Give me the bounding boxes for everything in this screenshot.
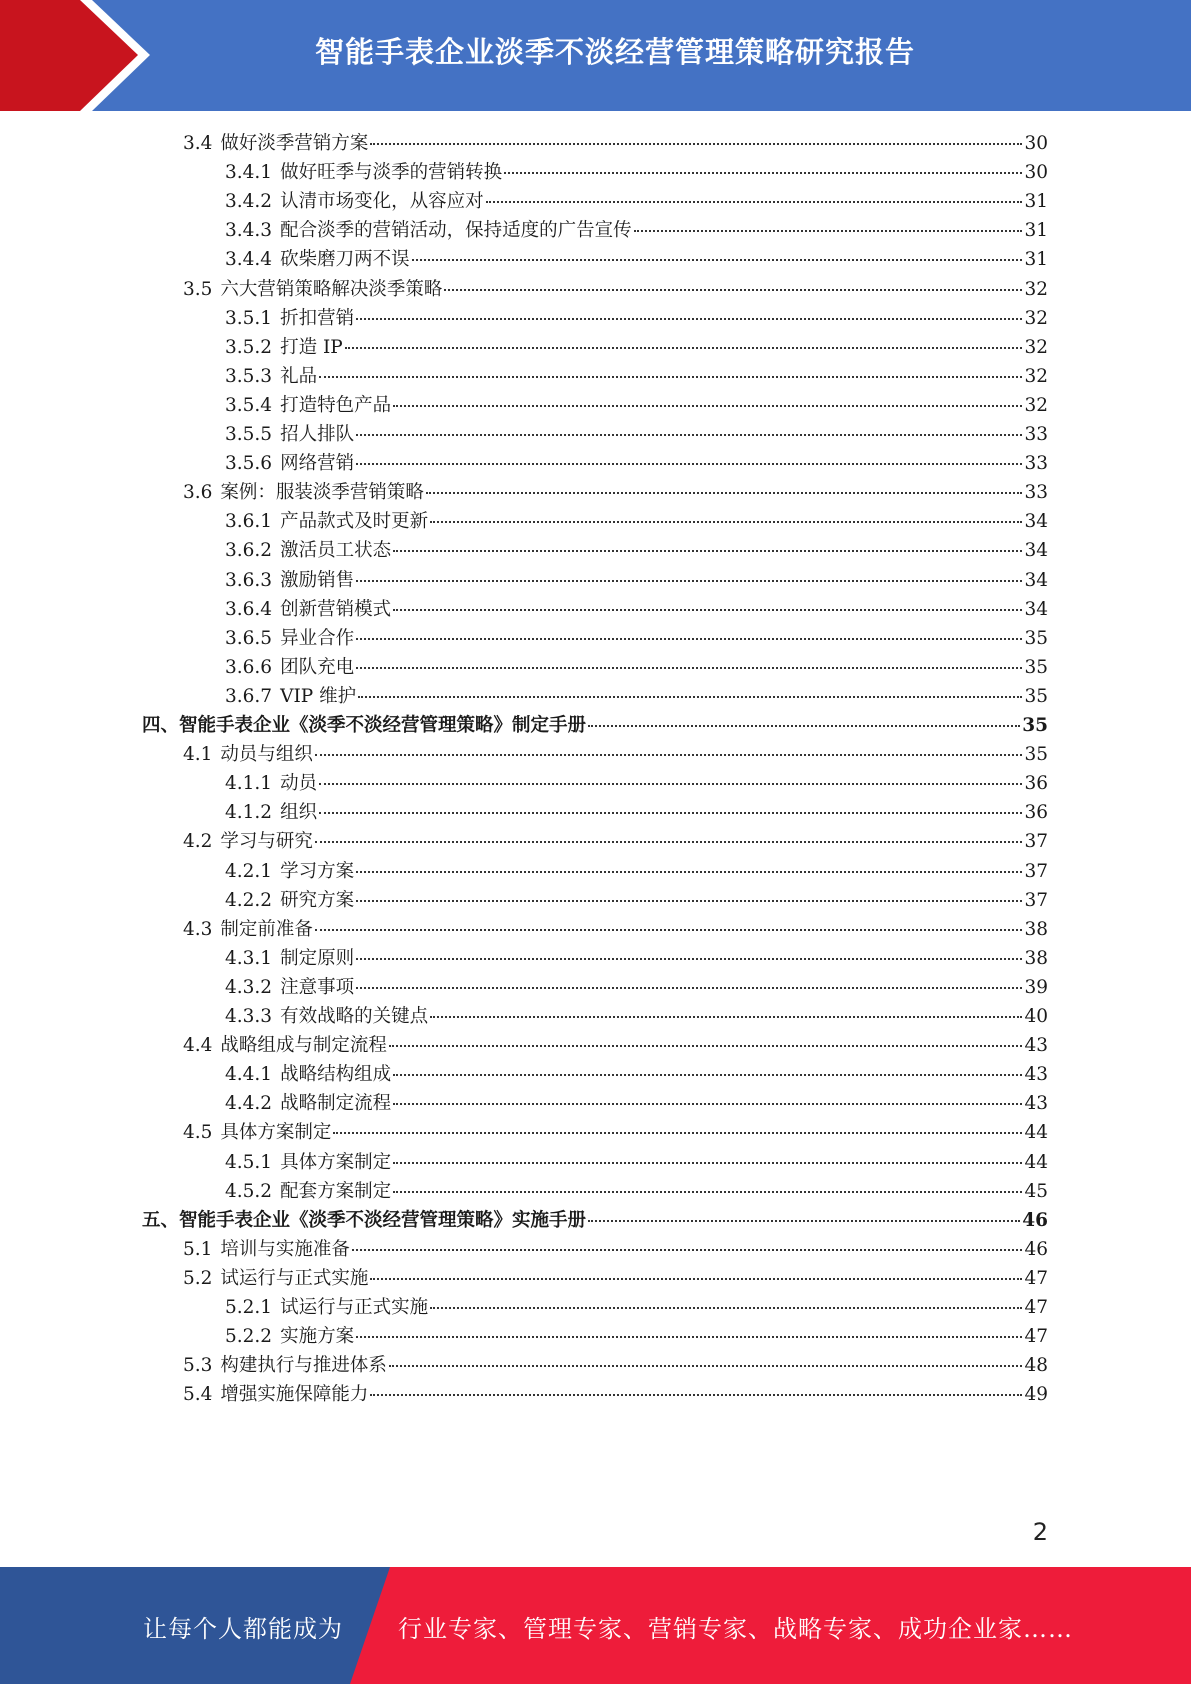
toc-entry-number: 5.4: [183, 1384, 213, 1406]
toc-entry[interactable]: [183, 1263, 1048, 1294]
toc-entry-label: 产品款式及时更新: [280, 511, 429, 533]
toc-entry-page: 32: [1024, 336, 1048, 358]
toc-entry-page: 47: [1024, 1267, 1048, 1289]
toc-entry[interactable]: [225, 1088, 1048, 1119]
toc-entry-label: 培训与实施准备: [220, 1238, 350, 1260]
toc-entry-label: 组织: [280, 802, 318, 824]
toc-entry-page: 31: [1024, 249, 1048, 271]
toc-dot-leader: [356, 1336, 1022, 1338]
toc-entry-number: 3.5.6: [225, 453, 273, 475]
toc-dot-leader: [315, 754, 1023, 756]
toc-entry-number: 3.6.4: [225, 598, 273, 620]
toc-entry[interactable]: [225, 186, 1048, 217]
toc-entry[interactable]: [225, 1001, 1048, 1032]
toc-dot-leader: [588, 1220, 1020, 1222]
toc-entry-page: 37: [1024, 860, 1048, 882]
toc-entry-page: 32: [1024, 394, 1048, 416]
toc-entry-label: 制定前准备: [220, 918, 313, 940]
toc-entry[interactable]: [225, 506, 1048, 537]
toc-entry[interactable]: [225, 535, 1048, 566]
toc-entry-number: 5.2.1: [225, 1297, 273, 1318]
toc-entry-number: 4.1: [183, 744, 213, 766]
toc-dot-leader: [430, 1307, 1022, 1309]
toc-dot-leader: [634, 230, 1023, 232]
toc-dot-leader: [356, 871, 1022, 873]
toc-dot-leader: [393, 550, 1022, 552]
toc-entry-number: 3.4.4: [225, 249, 273, 271]
page-footer: [0, 1567, 1191, 1684]
toc-entry-label: 招人排队: [280, 424, 355, 445]
toc-entry[interactable]: [225, 1176, 1048, 1207]
toc-entry[interactable]: [225, 565, 1048, 596]
toc-dot-leader: [370, 1278, 1022, 1280]
toc-entry-label: 做好淡季营销方案: [220, 133, 369, 154]
toc-entry-page: 35: [1022, 715, 1048, 736]
toc-entry-label: 智能手表企业《淡季不淡经营管理策略》实施手册: [179, 1209, 587, 1231]
toc-entry[interactable]: [225, 797, 1048, 828]
toc-entry-page: 36: [1024, 773, 1048, 795]
toc-dot-leader: [356, 463, 1022, 465]
toc-entry-page: 44: [1024, 1122, 1048, 1144]
report-title: 智能手表企业淡季不淡经营管理策略研究报告: [314, 34, 915, 69]
toc-entry-number: 3.5.2: [225, 336, 273, 358]
toc-entry-page: 35: [1024, 744, 1048, 766]
toc-entry-label: 学习方案: [280, 860, 355, 882]
toc-entry-label: 礼品: [280, 365, 318, 387]
toc-entry-page: 49: [1024, 1384, 1048, 1406]
toc-dot-leader: [356, 434, 1022, 436]
toc-dot-leader: [356, 638, 1022, 640]
toc-entry-page: 32: [1024, 307, 1048, 329]
toc-entry-number: 3.6.2: [225, 540, 273, 562]
toc-entry-label: 增强实施保障能力: [220, 1384, 369, 1406]
toc-dot-leader: [393, 1074, 1022, 1076]
toc-dot-leader: [393, 405, 1022, 407]
toc-entry-label: 具体方案制定: [280, 1151, 392, 1173]
toc-entry-label: 动员: [280, 773, 318, 795]
toc-entry[interactable]: [225, 623, 1048, 654]
toc-dot-leader: [370, 1394, 1022, 1396]
toc-entry-number: 3.5.3: [225, 365, 273, 387]
toc-entry-page: 33: [1024, 424, 1048, 445]
toc-entry-page: 38: [1024, 918, 1048, 940]
toc-entry-label: 网络营销: [280, 453, 355, 475]
toc-entry-number: 3.5.5: [225, 424, 273, 445]
toc-dot-leader: [356, 958, 1022, 960]
toc-dot-leader: [356, 987, 1022, 989]
toc-entry-page: 32: [1024, 278, 1048, 300]
toc-entry-label: 六大营销策略解决淡季策略: [220, 278, 443, 300]
toc-entry-label: 构建执行与推进体系: [220, 1355, 387, 1377]
toc-dot-leader: [486, 201, 1023, 203]
toc-entry[interactable]: [183, 477, 1048, 508]
toc-entry-page: 32: [1024, 365, 1048, 387]
toc-entry-label: 动员与组织: [220, 744, 313, 766]
toc-entry-number: 4.5: [183, 1122, 213, 1144]
toc-entry-number: 5.2.2: [225, 1326, 273, 1348]
toc-entry-number: 5.1: [183, 1238, 213, 1260]
toc-entry-number: 4.2.1: [225, 860, 273, 882]
toc-entry-number: 4.1.1: [225, 773, 273, 795]
toc-entry-number: 3.4.2: [225, 191, 273, 213]
toc-entry-page: 38: [1024, 947, 1048, 969]
page-header: [0, 0, 1191, 111]
toc-entry-number: 4.4: [183, 1035, 213, 1057]
toc-dot-leader: [393, 1162, 1022, 1164]
toc-entry[interactable]: [225, 856, 1048, 887]
toc-entry-label: 注意事项: [280, 976, 355, 998]
toc-entry-number: 五、: [142, 1209, 180, 1231]
toc-entry-page: 37: [1024, 889, 1048, 911]
toc-entry-label: 战略组成与制定流程: [220, 1035, 387, 1057]
toc-dot-leader: [393, 1103, 1022, 1105]
toc-entry[interactable]: [225, 157, 1048, 188]
toc-entry-number: 4.3.2: [225, 976, 273, 998]
toc-entry[interactable]: [142, 1205, 1048, 1236]
toc-entry-number: 5.2: [183, 1267, 213, 1289]
toc-entry[interactable]: [225, 943, 1048, 974]
toc-dot-leader: [444, 289, 1022, 291]
toc-entry[interactable]: [183, 914, 1048, 945]
toc-dot-leader: [426, 492, 1023, 494]
toc-entry-label: 打造特色产品: [280, 394, 392, 416]
toc-entry-number: 4.3.1: [225, 947, 273, 969]
toc-entry-page: 46: [1024, 1238, 1048, 1260]
toc-entry-label: 激励销售: [280, 569, 355, 591]
toc-entry-label: 学习与研究: [220, 831, 313, 853]
toc-entry-page: 31: [1024, 220, 1048, 242]
toc-entry-page: 43: [1024, 1064, 1048, 1086]
toc-entry[interactable]: [225, 244, 1048, 275]
toc-entry-label: 试运行与正式实施: [280, 1297, 429, 1318]
toc-entry-page: 35: [1024, 685, 1048, 707]
toc-entry[interactable]: [225, 1321, 1048, 1352]
toc-dot-leader: [315, 929, 1023, 931]
toc-entry[interactable]: [183, 274, 1048, 305]
toc-entry[interactable]: [225, 1059, 1048, 1090]
toc-entry[interactable]: [225, 972, 1048, 1003]
toc-entry[interactable]: [225, 390, 1048, 421]
toc-dot-leader: [319, 376, 1022, 378]
toc-entry[interactable]: [225, 768, 1048, 799]
toc-entry-page: 40: [1024, 1006, 1048, 1027]
toc-entry-number: 3.6.5: [225, 627, 273, 649]
toc-entry[interactable]: [225, 332, 1048, 363]
toc-entry[interactable]: [183, 1350, 1048, 1381]
toc-entry-page: 36: [1024, 802, 1048, 824]
toc-dot-leader: [315, 841, 1023, 843]
toc-dot-leader: [412, 259, 1023, 261]
toc-entry[interactable]: [183, 739, 1048, 770]
toc-entry-number: 4.3: [183, 918, 213, 940]
toc-dot-leader: [319, 783, 1022, 785]
toc-entry-label: 研究方案: [280, 889, 355, 911]
toc-entry-page: 30: [1024, 162, 1048, 184]
toc-entry[interactable]: [225, 681, 1048, 712]
toc-entry[interactable]: [183, 1117, 1048, 1148]
toc-entry[interactable]: [225, 885, 1048, 916]
toc-dot-leader: [393, 609, 1022, 611]
toc-entry-page: 33: [1024, 453, 1048, 475]
toc-entry-number: 4.4.1: [225, 1064, 273, 1086]
toc-entry[interactable]: [183, 1030, 1048, 1061]
toc-entry-page: 33: [1024, 482, 1048, 504]
toc-entry[interactable]: [225, 448, 1048, 479]
toc-dot-leader: [356, 318, 1022, 320]
toc-entry-label: 做好旺季与淡季的营销转换: [280, 162, 503, 184]
toc-entry-number: 3.5.4: [225, 394, 273, 416]
toc-entry-number: 4.5.2: [225, 1180, 273, 1202]
toc-entry[interactable]: [183, 1379, 1048, 1410]
toc-entry[interactable]: [142, 710, 1048, 741]
toc-entry-label: 案例：服装淡季营销策略: [220, 482, 424, 504]
toc-entry[interactable]: [225, 1292, 1048, 1323]
toc-dot-leader: [504, 172, 1022, 174]
toc-entry-label: 配合淡季的营销活动，保持适度的广告宣传: [280, 220, 632, 242]
toc-dot-leader: [389, 1365, 1023, 1367]
toc-entry-page: 47: [1024, 1326, 1048, 1348]
toc-entry-page: 31: [1024, 191, 1048, 213]
toc-dot-leader: [393, 1191, 1022, 1193]
toc-entry-number: 3.5.1: [225, 307, 273, 329]
toc-entry-label: 实施方案: [280, 1326, 355, 1348]
toc-entry[interactable]: [225, 215, 1048, 246]
toc-entry-label: 配套方案制定: [280, 1180, 392, 1202]
toc-entry-label: 具体方案制定: [220, 1122, 332, 1144]
toc-dot-leader: [356, 667, 1022, 669]
toc-entry-page: 43: [1024, 1035, 1048, 1057]
toc-entry-number: 5.3: [183, 1355, 213, 1377]
toc-entry-page: 48: [1024, 1355, 1048, 1377]
toc-entry-number: 四、: [142, 715, 180, 736]
toc-dot-leader: [430, 1016, 1022, 1018]
toc-dot-leader: [356, 580, 1022, 582]
toc-entry-page: 34: [1024, 598, 1048, 620]
toc-entry-label: 创新营销模式: [280, 598, 392, 620]
toc-entry-page: 34: [1024, 569, 1048, 591]
toc-entry-label: 试运行与正式实施: [220, 1267, 369, 1289]
toc-entry-label: 智能手表企业《淡季不淡经营管理策略》制定手册: [179, 715, 587, 736]
toc-entry-label: 激活员工状态: [280, 540, 392, 562]
toc-dot-leader: [319, 812, 1022, 814]
toc-entry[interactable]: [225, 303, 1048, 334]
toc-entry-number: 3.4.3: [225, 220, 273, 242]
toc-entry-number: 4.2: [183, 831, 213, 853]
toc-dot-leader: [356, 900, 1022, 902]
toc-entry-label: 折扣营销: [280, 307, 355, 329]
page-number: 2: [1032, 1518, 1048, 1546]
toc-entry-number: 3.5: [183, 278, 213, 300]
toc-entry-number: 4.3.3: [225, 1006, 273, 1027]
toc-entry-page: 46: [1022, 1209, 1048, 1231]
toc-dot-leader: [588, 725, 1020, 727]
toc-entry-label: VIP 维护: [280, 685, 357, 707]
toc-entry[interactable]: [183, 128, 1048, 159]
toc-entry-page: 30: [1024, 133, 1048, 154]
toc-entry-page: 35: [1024, 627, 1048, 649]
toc-entry-number: 3.4: [183, 133, 213, 154]
toc-entry-label: 认清市场变化，从容应对: [280, 191, 484, 213]
toc-dot-leader: [370, 143, 1022, 145]
toc-entry[interactable]: [225, 594, 1048, 625]
toc-entry-page: 43: [1024, 1093, 1048, 1115]
toc-entry-number: 4.1.2: [225, 802, 273, 824]
toc-dot-leader: [352, 1249, 1023, 1251]
toc-entry-page: 47: [1024, 1297, 1048, 1318]
toc-entry-label: 砍柴磨刀两不误: [280, 249, 410, 271]
toc-entry-label: 战略制定流程: [280, 1093, 392, 1115]
toc-entry-page: 34: [1024, 540, 1048, 562]
toc-dot-leader: [389, 1045, 1023, 1047]
toc-entry-number: 3.4.1: [225, 162, 273, 184]
toc-entry-label: 异业合作: [280, 627, 355, 649]
toc-entry-label: 有效战略的关键点: [280, 1006, 429, 1027]
toc-dot-leader: [345, 347, 1023, 349]
toc-entry-page: 45: [1024, 1180, 1048, 1202]
toc-entry-number: 4.4.2: [225, 1093, 273, 1115]
toc-entry[interactable]: [183, 826, 1048, 857]
toc-entry-number: 3.6.6: [225, 656, 273, 678]
toc-entry[interactable]: [225, 1147, 1048, 1178]
toc-entry-page: 37: [1024, 831, 1048, 853]
toc-entry-label: 战略结构组成: [280, 1064, 392, 1086]
toc-entry-number: 3.6.3: [225, 569, 273, 591]
toc-entry[interactable]: [225, 361, 1048, 392]
toc-entry-page: 44: [1024, 1151, 1048, 1173]
toc-entry-number: 4.2.2: [225, 889, 273, 911]
toc-entry[interactable]: [225, 419, 1048, 450]
toc-entry[interactable]: [183, 1234, 1048, 1265]
toc-entry-page: 34: [1024, 511, 1048, 533]
toc-entry-label: 团队充电: [280, 656, 355, 678]
toc-entry-label: 制定原则: [280, 947, 355, 969]
toc-dot-leader: [333, 1132, 1022, 1134]
toc-entry-number: 3.6.7: [225, 685, 273, 707]
footer-slogan-left: 让每个人都能成为: [143, 1615, 343, 1643]
toc-entry-page: 39: [1024, 976, 1048, 998]
toc-entry[interactable]: [225, 652, 1048, 683]
toc-entry-number: 4.5.1: [225, 1151, 273, 1173]
footer-slogan-right: 行业专家、管理专家、营销专家、战略专家、成功企业家……: [398, 1615, 1073, 1643]
toc-entry-number: 3.6: [183, 482, 213, 504]
toc-entry-page: 35: [1024, 656, 1048, 678]
toc-entry-number: 3.6.1: [225, 511, 273, 533]
toc-dot-leader: [358, 696, 1022, 698]
toc-dot-leader: [430, 521, 1022, 523]
toc-entry-label: 打造 IP: [280, 336, 343, 358]
